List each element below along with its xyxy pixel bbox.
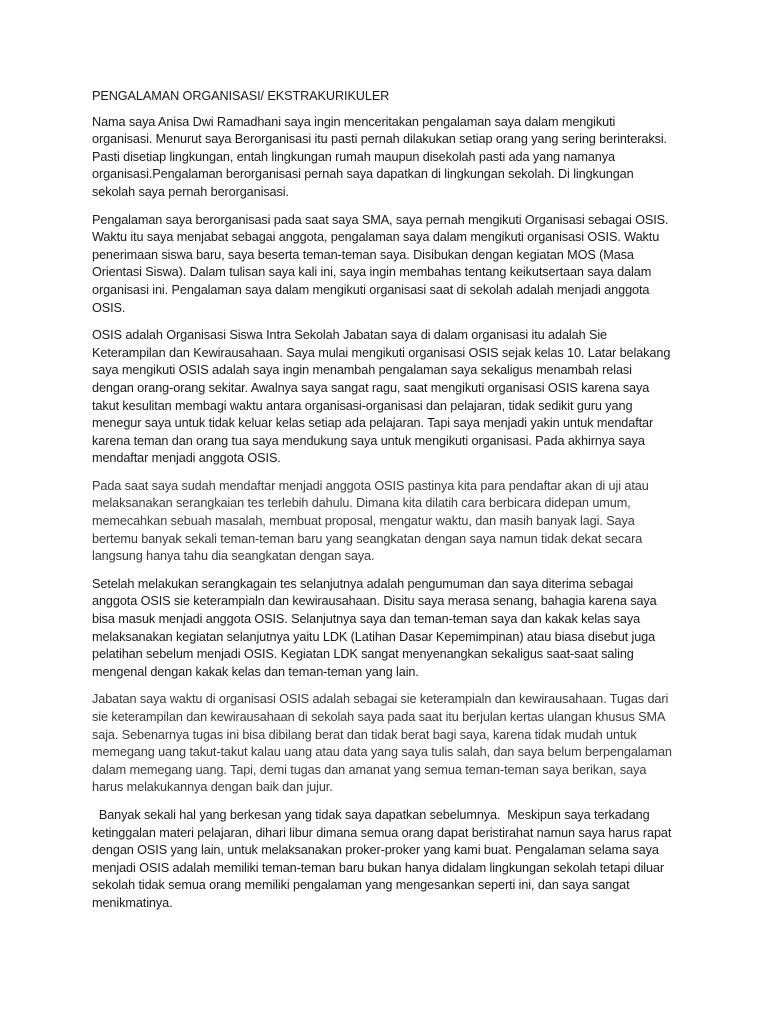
paragraph-sma-experience: Pengalaman saya berorganisasi pada saat saya SMA, saya pernah mengikuti Organisasi sebagai OSIS. Waktu itu saya menjabat sebagai anggota, pengalaman saya dalam mengikuti organisasi OSIS. Waktu penerimaan siswa baru, saya beserta teman-teman saya. Disibukan dengan kegiatan MOS (Masa Orientasi Siswa). Dalam tulisan saya kali ini, saya ingin membahas tentang keikutsertaan saya dalam organisasi ini. Pengalaman saya dalam mengikuti organisasi saat di sekolah adalah menjadi anggota OSIS. bbox=[92, 212, 669, 315]
paragraph-closing: Banyak sekali hal yang berkesan yang tidak saya dapatkan sebelumnya. Meskipun saya terkadang ketinggalan materi pelajaran, dihari libur dimana semua orang dapat beristirahat namun saya harus rapat dengan OSIS yang lain, untuk melaksanakan proker-proker yang kami buat. Pengalaman selama saya menjadi OSIS adalah memiliki teman-teman baru bukan hanya didalam lingkungan sekolah tetapi diluar sekolah tidak semua orang memiliki pengalaman yang mengesankan seperti ini, dan saya sangat menikmatinya. bbox=[92, 807, 675, 910]
paragraph-duties: Jabatan saya waktu di organisasi OSIS adalah sebagai sie keterampialn dan kewirausahaan. Tugas dari sie keterampilan dan kewirausahaan di sekolah saya pada saat itu berjulan kertas ulangan khusus SMA saja. Sebenarnya tugas ini bisa dibilang berat dan tidak berat bagi saya, karena tidak mudah untuk memegang uang takut-takut kalau uang atau data yang saya tulis salah, dan saya belum berpengalaman dalam memegang uang. Tapi, demi tugas dan amanat yang semua teman-teman saya berikan, saya harus melakukannya dengan baik dan jujur. bbox=[92, 692, 672, 795]
paragraph-osis-role: OSIS adalah Organisasi Siswa Intra Sekolah Jabatan saya di dalam organisasi itu adalah Sie Keterampilan dan Kewirausahaan. Saya mulai mengikuti organisasi OSIS sejak kelas 10. Latar belakang saya mengikuti OSIS adalah saya ingin menambah pengalaman saya sekaligus menambah relasi dengan orang-orang sekitar. Awalnya saya sangat ragu, saat mengikuti organisasi OSIS karena saya takut kesulitan membagi waktu antara organisasi-organisasi dan pelajaran, tidak sedikit guru yang menegur saya untuk tidak keluar kelas setiap ada pelajaran. Tapi saya menjadi yakin untuk mendaftar karena teman dan orang tua saya mendukung saya untuk mengikuti organisasi. Pada akhirnya saya mendaftar menjadi anggota OSIS. bbox=[92, 328, 671, 466]
paragraph-ldk: Setelah melakukan serangkagain tes selanjutnya adalah pengumuman dan saya diterima sebagai anggota OSIS sie keterampialn dan kewirausahaan. Disitu saya merasa senang, bahagia karena saya bisa masuk menjadi anggota OSIS. Selanjutnya saya dan teman-teman saya dan kakak kelas saya melaksanakan kegiatan selanjutnya yaitu LDK (Latihan Dasar Kepemimpinan) atau biasa disebut juga pelatihan sebelum menjadi OSIS. Kegiatan LDK sangat menyenangkan sekaligus saat-saat saling mengenal dengan kakak kelas dan teman-teman yang lain. bbox=[92, 576, 657, 679]
document-body bbox=[92, 88, 677, 923]
document-title: PENGALAMAN ORGANISASI/ EKSTRAKURIKULER bbox=[92, 89, 390, 103]
paragraph-intro: Nama saya Anisa Dwi Ramadhani saya ingin menceritakan pengalaman saya dalam mengikuti organisasi. Menurut saya Berorganisasi itu pasti pernah dilakukan setiap orang yang sering berinteraksi. Pasti disetiap lingkungan, entah lingkungan rumah maupun disekolah pasti ada yang namanya organisasi.Pengalaman berorganisasi pernah saya dapatkan di lingkungan sekolah. Di lingkungan sekolah saya pernah berorganisasi. bbox=[92, 114, 667, 199]
paragraph-registration-tests: Pada saat saya sudah mendaftar menjadi anggota OSIS pastinya kita para pendaftar akan di uji atau melaksanakan serangkaian tes terlebih dahulu. Dimana kita dilatih cara berbicara didepan umum, memecahkan sebuah masalah, membuat proposal, mengatur waktu, dan masih banyak lagi. Saya bertemu banyak sekali teman-teman baru yang seangkatan dengan saya namun tidak dekat secara langsung hanya tahu dia seangkatan dengan saya. bbox=[92, 478, 649, 564]
